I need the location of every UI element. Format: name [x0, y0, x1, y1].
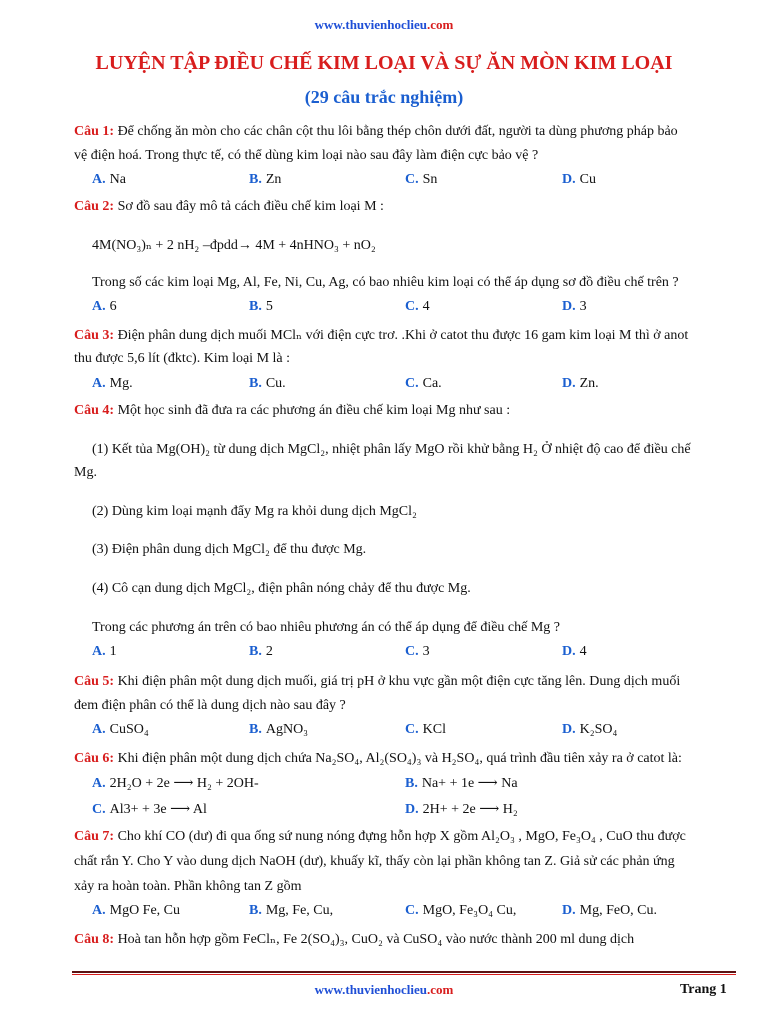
q1-option-a[interactable]: A. Na [92, 172, 126, 187]
q4-option-a[interactable]: A. 1 [92, 644, 117, 659]
q1-option-b[interactable]: B. Zn [249, 172, 282, 187]
question-5-line-1 [74, 671, 680, 693]
q7-option-c[interactable]: C. MgO, Fe₃O₄ Cu, [405, 903, 517, 918]
q5-option-b[interactable]: B. AgNO₃ [249, 722, 309, 737]
q5-option-d[interactable]: D. K₂SO₄ [562, 722, 618, 737]
q6-option-d[interactable]: D. 2H+ + 2e ⟶ H₂ [405, 802, 518, 817]
page-number: Trang 1 [680, 982, 727, 997]
site-main: thuvienhoclieu [345, 17, 427, 32]
question-3-text-2: thu được 5,6 lít (đktc). Kim loại M là : [74, 351, 291, 366]
q2-option-c[interactable]: C. 4 [405, 299, 430, 314]
q1-option-c[interactable]: C. Sn [405, 172, 438, 187]
q2-option-a[interactable]: A. 6 [92, 299, 117, 314]
question-4-text-1: Một học sinh đã đưa ra các phương án điều chế kim loại Mg như sau : [117, 403, 511, 418]
question-7-text-1: Cho khí CO (dư) đi qua ống sứ nung nóng đựng hỗn hợp X gồm Al₂O₃ , MgO, Fe₃O₄ , CuO thu được [117, 829, 686, 844]
q3-option-c[interactable]: C. Ca. [405, 376, 442, 391]
question-7-line-1 [74, 826, 686, 848]
q2-option-b[interactable]: B. 5 [249, 299, 273, 314]
q7-option-d[interactable]: D. Mg, FeO, Cu. [562, 903, 658, 918]
question-3-text-1: Điện phân dung dịch muối MClₙ với điện cực trơ. .Khi ở catot thu được 16 gam kim loại M thì ở anot [117, 328, 689, 343]
q7-option-a[interactable]: A. MgO Fe, Cu [92, 903, 181, 918]
question-4-line-1 [74, 400, 510, 422]
question-1-line-1 [74, 121, 678, 143]
footer-site-main: thuvienhoclieu [345, 982, 427, 997]
site-prefix: www. [314, 17, 346, 32]
question-4-item-1b: Mg. [74, 465, 97, 480]
q3-option-d[interactable]: D. Zn. [562, 376, 599, 391]
q4-option-d[interactable]: D. 4 [562, 644, 587, 659]
site-url-header[interactable] [0, 17, 768, 33]
footer-site-prefix: www. [314, 982, 346, 997]
question-3-label: Câu 3: [74, 328, 115, 343]
page-title: LUYỆN TẬP ĐIỀU CHẾ KIM LOẠI VÀ SỰ ĂN MÒN KIM LOẠI [95, 52, 673, 74]
q3-option-a[interactable]: A. Mg. [92, 376, 133, 391]
question-4-item-3: (3) Điện phân dung dịch MgCl₂ để thu được Mg. [92, 542, 367, 557]
question-4-label: Câu 4: [74, 403, 115, 418]
question-3-line-1 [74, 325, 688, 347]
question-4-item-1a: (1) Kết tủa Mg(OH)₂ từ dung dịch MgCl₂, nhiệt phân lấy MgO rồi khử bằng H₂ Ở nhiệt độ cao để điều chế [92, 442, 691, 457]
question-5-text-2: đem điện phân có thể là dung dịch nào sau đây ? [74, 698, 346, 713]
question-6-label: Câu 6: [74, 751, 115, 766]
q4-option-b[interactable]: B. 2 [249, 644, 273, 659]
question-5-text-1: Khi điện phân một dung dịch muối, giá trị pH ở khu vực gần một điện cực tăng lên. Dung dịch muối [117, 674, 681, 689]
question-6-line-1 [74, 748, 682, 770]
q3-option-b[interactable]: B. Cu. [249, 376, 286, 391]
question-2-label: Câu 2: [74, 199, 115, 214]
site-suffix: .com [426, 17, 454, 32]
page-subtitle: (29 câu trắc nghiệm) [304, 87, 464, 107]
question-7-label: Câu 7: [74, 829, 115, 844]
site-url-footer[interactable] [0, 982, 768, 998]
question-1-label: Câu 1: [74, 124, 115, 139]
question-4-item-2: (2) Dùng kim loại mạnh đẩy Mg ra khỏi dung dịch MgCl₂ [92, 504, 417, 519]
question-5-label: Câu 5: [74, 674, 115, 689]
q2-option-d[interactable]: D. 3 [562, 299, 587, 314]
question-4-text-2: Trong các phương án trên có bao nhiêu phương án có thể áp dụng để điều chế Mg ? [92, 620, 561, 635]
question-2-equation: 4M(NO₃)ₙ + 2 nH₂ –đpdd→ 4M + 4nHNO₃ + nO₂ [92, 238, 376, 253]
question-8-label: Câu 8: [74, 932, 115, 947]
q7-option-b[interactable]: B. Mg, Fe, Cu, [249, 903, 334, 918]
question-1-text-1: Để chống ăn mòn cho các chân cột thu lôi bằng thép chôn dưới đất, người ta dùng phương pháp bảo [117, 124, 678, 139]
q4-option-c[interactable]: C. 3 [405, 644, 430, 659]
footer-divider-accent [72, 974, 736, 975]
footer-site-suffix: .com [426, 982, 454, 997]
q5-option-a[interactable]: A. CuSO₄ [92, 722, 149, 737]
question-2-text-1: Sơ đồ sau đây mô tả cách điều chế kim loại M : [117, 199, 384, 214]
q6-option-b[interactable]: B. Na+ + 1e ⟶ Na [405, 776, 518, 791]
footer-divider [72, 971, 736, 973]
question-8-line-1 [74, 929, 634, 951]
question-4-item-4: (4) Cô cạn dung dịch MgCl₂, điện phân nóng chảy để thu được Mg. [92, 581, 471, 596]
question-7-text-3: xảy ra hoàn toàn. Phần không tan Z gồm [74, 879, 302, 894]
q6-option-c[interactable]: C. Al3+ + 3e ⟶ Al [92, 802, 207, 817]
question-8-text-1: Hoà tan hỗn hợp gồm FeClₙ, Fe 2(SO₄)₃, CuO₂ và CuSO₄ vào nước thành 200 ml dung dịch [117, 932, 635, 947]
question-6-text-1: Khi điện phân một dung dịch chứa Na₂SO₄, Al₂(SO₄)₃ và H₂SO₄, quá trình đầu tiên xảy ra ở catot là: [117, 751, 682, 766]
q1-option-d[interactable]: D. Cu [562, 172, 596, 187]
question-2-line-1 [74, 196, 384, 218]
question-1-text-2: vệ điện hoá. Trong thực tế, có thể dùng kim loại nào sau đây làm điện cực bảo vệ ? [74, 148, 539, 163]
q5-option-c[interactable]: C. KCl [405, 722, 446, 737]
question-7-text-2: chất rắn Y. Cho Y vào dung dịch NaOH (dư), khuấy kĩ, thấy còn lại phần không tan Z. Giả sử các phản ứng [74, 854, 675, 869]
q6-option-a[interactable]: A. 2H₂O + 2e ⟶ H₂ + 2OH- [92, 776, 259, 791]
question-2-text-2: Trong số các kim loại Mg, Al, Fe, Ni, Cu, Ag, có bao nhiêu kim loại có thể áp dụng sơ đồ điều chế trên ? [92, 275, 679, 290]
